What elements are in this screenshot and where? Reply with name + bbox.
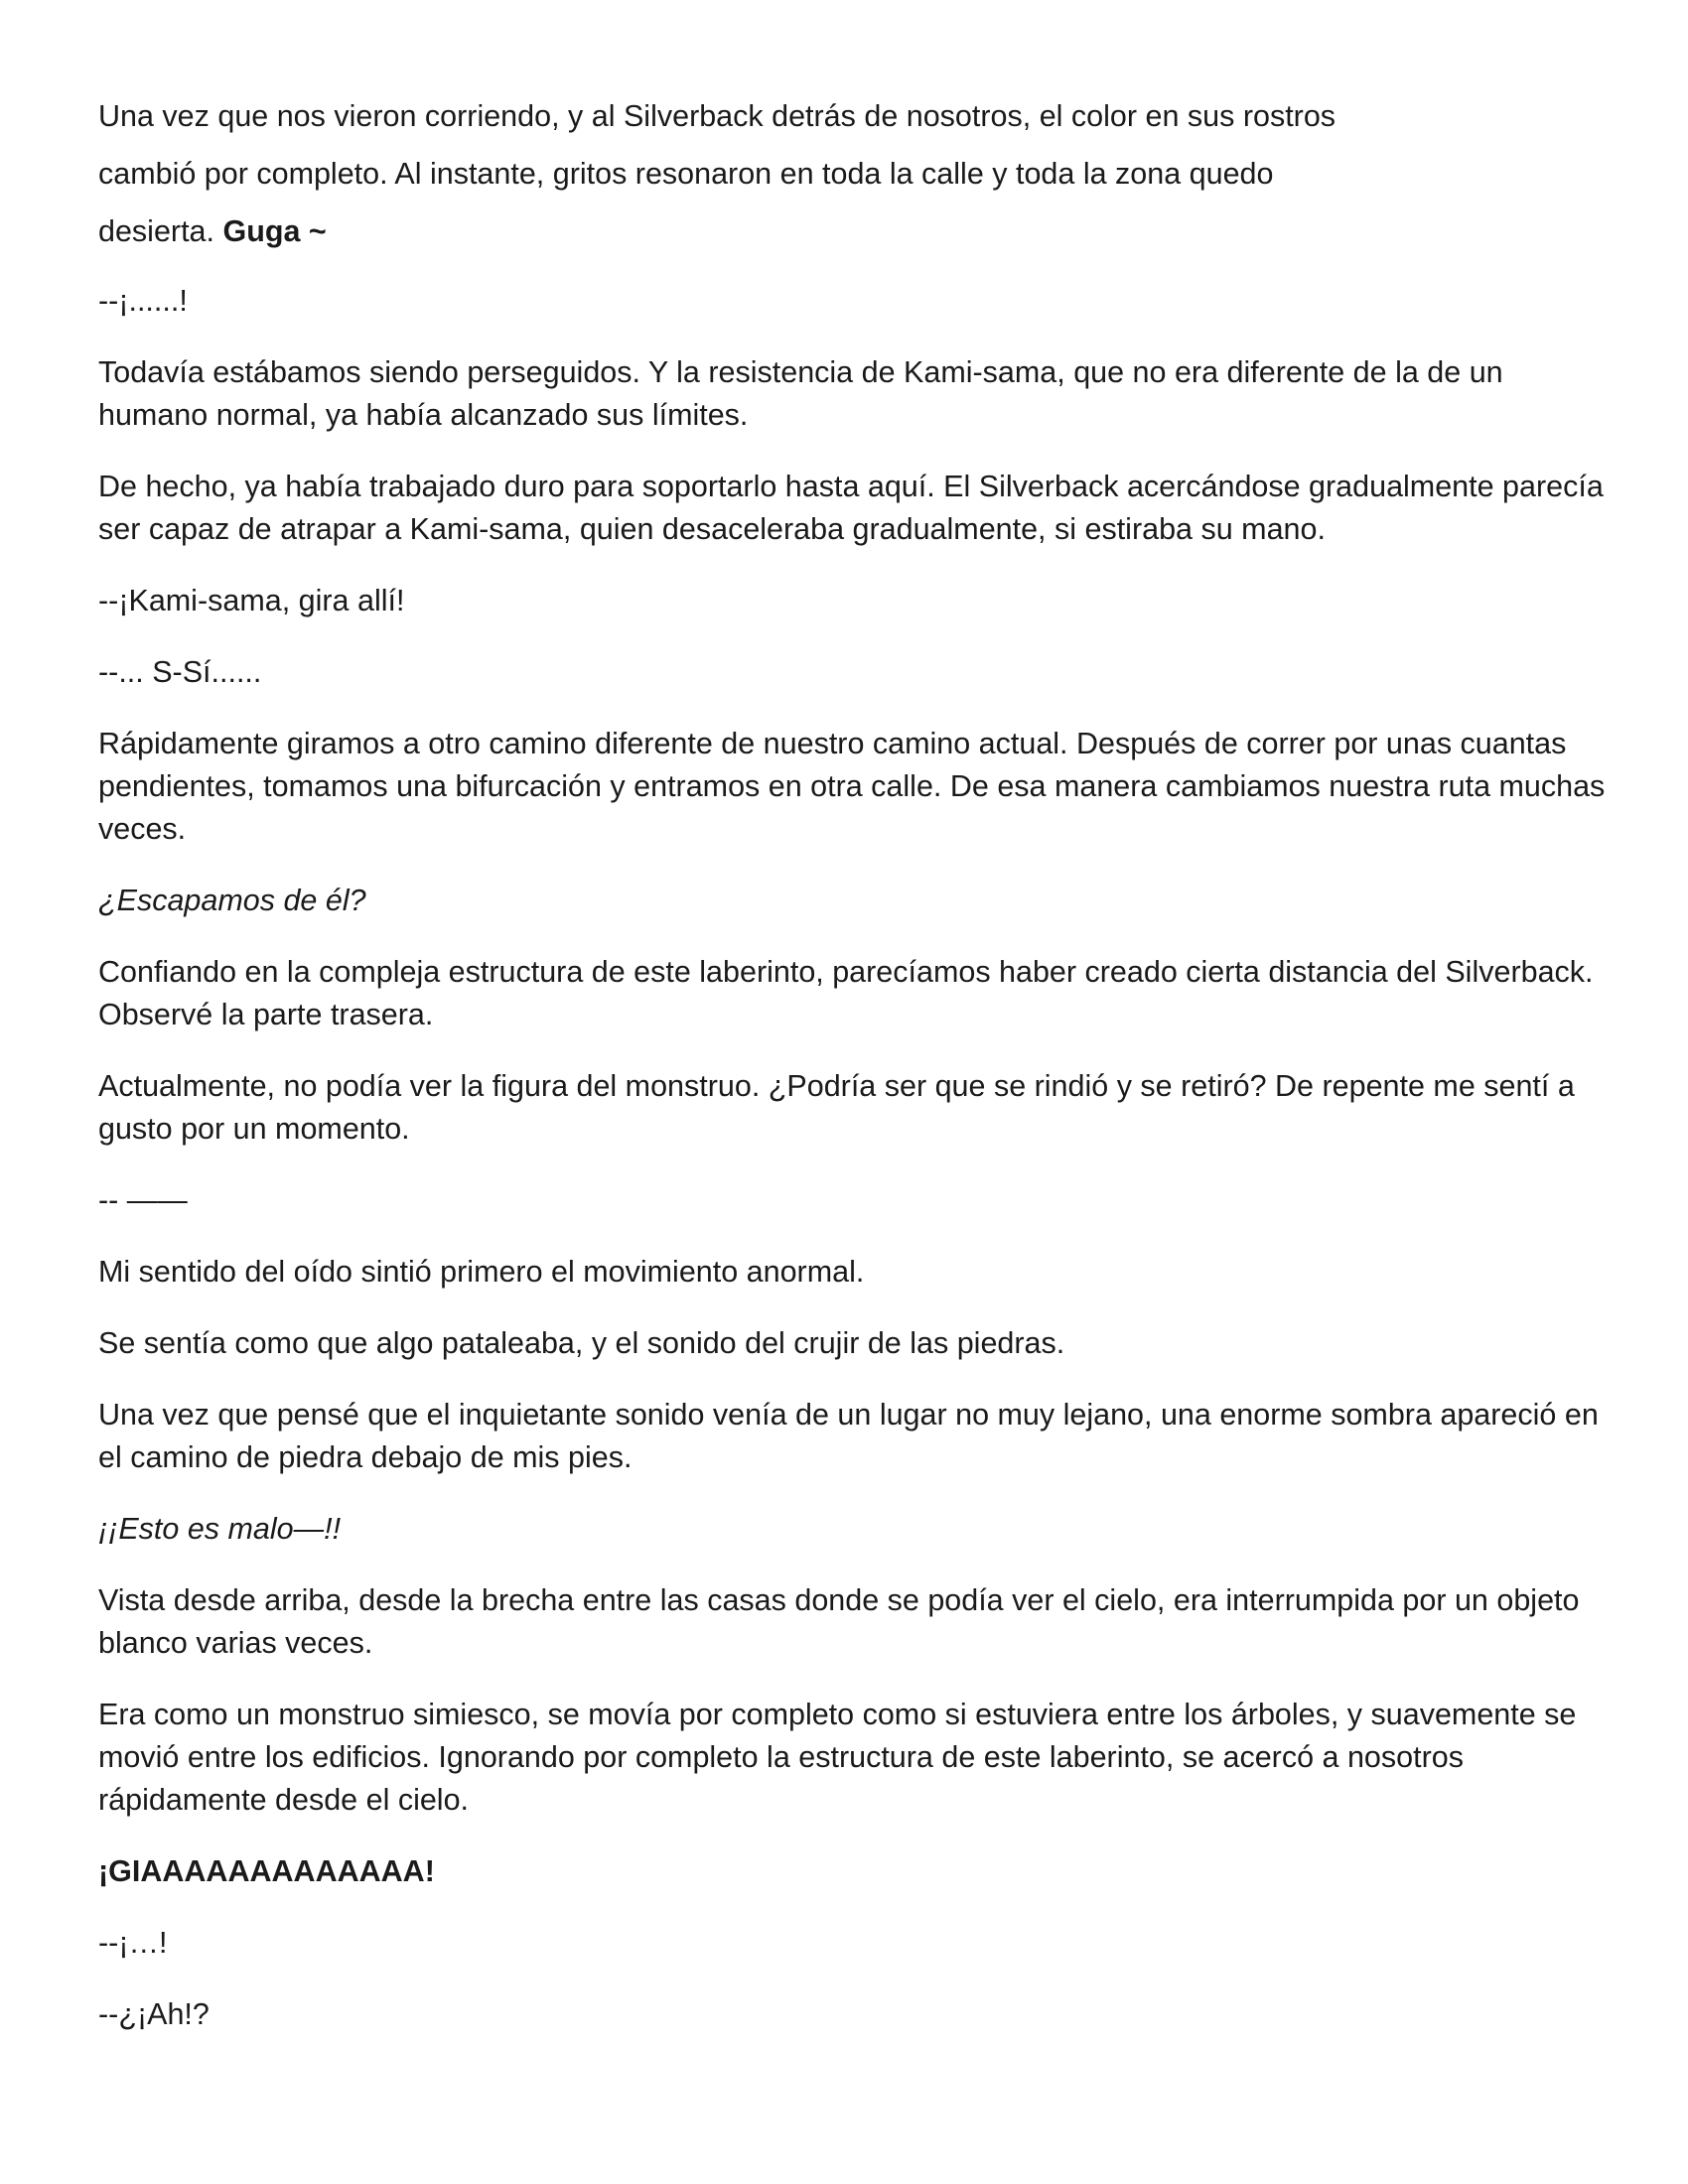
dialogue-line: --¿¡Ah!? [98,1997,210,2031]
paragraph: Rápidamente giramos a otro camino diferente de nuestro camino actual. Después de correr por unas cuantas pendientes, tomamos una bifurcación y entramos en otra calle. De esa manera cambiamos nuestra ruta muchas veces. [98,727,1606,846]
paragraph: Se sentía como que algo pataleaba, y el sonido del crujir de las piedras. [98,1326,1065,1360]
paragraph: Mi sentido del oído sintió primero el movimiento anormal. [98,1255,865,1289]
sound-effect-line: ¡GIAAAAAAAAAAAAA! [98,1854,435,1888]
thought-line: ¡¡Esto es malo—!! [98,1512,342,1546]
sound-effect-text: Guga ~ [222,214,327,248]
paragraph-line: cambió por completo. Al instante, gritos resonaron en toda la calle y toda la zona quedo [98,157,1274,191]
dialogue-line: --¡......! [98,284,188,318]
paragraph: Actualmente, no podía ver la figura del monstruo. ¿Podría ser que se rindió y se retiró? De repente me sentí a gusto por un momento. [98,1069,1575,1146]
paragraph-line-wrapper [98,203,1618,260]
paragraph: Era como un monstruo simiesco, se movía por completo como si estuviera entre los árboles, y suavemente se movió entre los edificios. Ignorando por completo la estructura de este laberinto, se acercó a nosotros rápidamente desde el cielo. [98,1698,1577,1817]
paragraph: De hecho, ya había trabajado duro para soportarlo hasta aquí. El Silverback acercándose gradualmente parecía ser capaz de atrapar a Kami-sama, quien desaceleraba gradualmente, si estiraba su mano. [98,470,1604,546]
thought-line: ¿Escapamos de él? [98,884,366,917]
document-page [98,87,1618,2065]
paragraph-1 [98,87,1618,260]
dialogue-line: --¡Kami-sama, gira allí! [98,584,405,617]
paragraph: Vista desde arriba, desde la brecha entre las casas donde se podía ver el cielo, era interrumpida por un objeto blanco varias veces. [98,1583,1580,1660]
paragraph-line: desierta. [98,214,223,248]
paragraph: Todavía estábamos siendo perseguidos. Y la resistencia de Kami-sama, que no era diferente de la de un humano normal, ya había alcanzado sus límites. [98,355,1503,432]
paragraph: Una vez que pensé que el inquietante sonido venía de un lugar no muy lejano, una enorme sombra apareció en el camino de piedra debajo de mis pies. [98,1398,1599,1474]
dialogue-line: -- —— [98,1183,188,1217]
paragraph: Confiando en la compleja estructura de este laberinto, parecíamos haber creado cierta distancia del Silverback. Observé la parte trasera. [98,955,1594,1031]
dialogue-line: --¡…! [98,1926,168,1960]
dialogue-line: --... S-Sí...... [98,655,262,689]
paragraph-line: Una vez que nos vieron corriendo, y al Silverback detrás de nosotros, el color en sus rostros [98,99,1336,133]
